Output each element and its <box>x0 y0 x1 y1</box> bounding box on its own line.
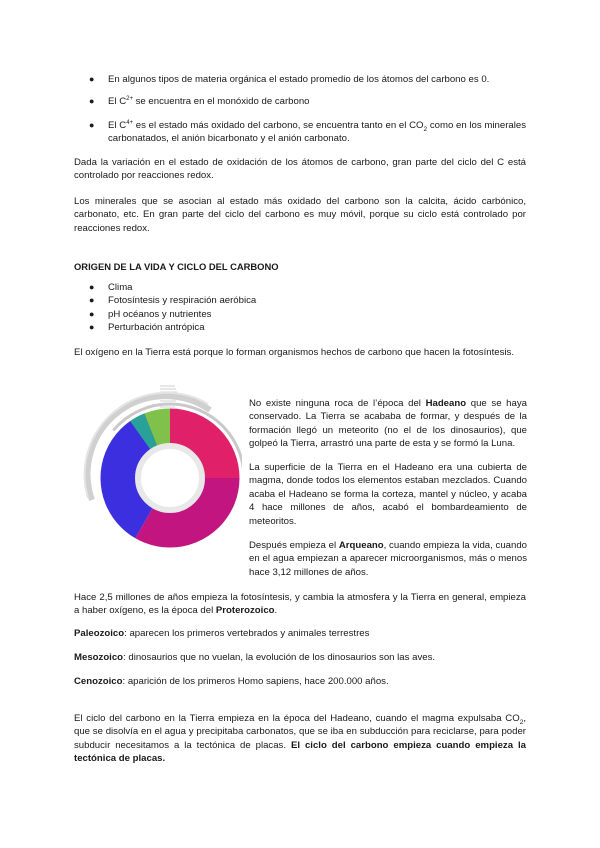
section-heading: ORIGEN DE LA VIDA Y CICLO DEL CARBONO <box>74 261 279 272</box>
geologic-time-figure <box>80 380 242 558</box>
bullet-item: ● Fotosíntesis y respiración aeróbica <box>89 295 257 307</box>
bullet-icon: ● <box>89 282 95 292</box>
bullet-item: ● El $C^{4+}$ es el estado más oxidado del carbono, se encuentra tanto en el $CO_2$ como en los minerales carbonatados, el anión bicarbonato y el anión carbonato. <box>89 119 527 145</box>
bullet-icon: ● <box>89 295 95 306</box>
geologic-time-spiral-icon <box>80 380 242 558</box>
paragraph-archean: Después empieza el Arqueano, cuando empieza la vida, cuando en el agua empiezan a aparecer microorganismos, más o menos hace 3,12 millones de años. <box>249 540 528 578</box>
bullet-icon: ● <box>89 322 95 333</box>
paragraph-magma: La superficie de la Tierra en el Hadeano era una cubierta de magma, donde todos los elementos estaban mezclados. Cuando acaba el Hadeano se forma la corteza, mantel y núcleo, y acaba 4 hace millones de años, acabó el bombardeamiento de meteoritos. <box>249 462 527 527</box>
paragraph-redox: Dada la variación en el estado de oxidación de los átomos de carbono, gran parte del ciclo del C está controlado por reacciones redox. <box>74 157 526 182</box>
bullet-item: ● Clima <box>89 282 133 293</box>
paragraph-carbon-cycle: El ciclo del carbono en la Tierra empieza en la época del Hadeano, cuando el magma expulsaba $CO_2$, que se disolvía en el agua y precipitaba carbonatos, que se iba en subducción para reciclarse, para poder subducir necesitamos a la tectónica de placas. El ciclo del carbono empieza cuando empieza la tectónica de placas. <box>74 713 526 765</box>
paragraph-cenozoic: Cenozoico: aparición de los primeros Homo sapiens, hace 200.000 años. <box>74 676 389 687</box>
bullet-icon: ● <box>89 74 95 84</box>
paragraph-mesozoic: Mesozoico: dinosaurios que no vuelan, la evolución de los dinosaurios son las aves. <box>74 652 436 663</box>
paragraph-paleozoic: Paleozoico: aparecen los primeros vertebrados y animales terrestres <box>74 628 370 639</box>
oxidation-bullets <box>89 73 527 146</box>
origin-bullets <box>89 281 408 335</box>
paragraph-minerals: Los minerales que se asocian al estado más oxidado del carbono son la calcita, ácido carbónico, carbonato, etc. En gran parte del ciclo del carbono es muy móvil, porque su ciclo está controlado por reacciones redox. <box>74 196 526 234</box>
bullet-item: ● El $C^{2+}$ se encuentra en el monóxido de carbono <box>89 96 310 108</box>
bullet-icon: ● <box>89 96 95 107</box>
paragraph-oxygen: El oxígeno en la Tierra está porque lo forman organismos hechos de carbono que hacen la fotosíntesis. <box>74 347 514 358</box>
bullet-item: ● pH océanos y nutrientes <box>89 308 212 320</box>
paragraph-proterozoic: Hace 2,5 millones de años empieza la fotosíntesis, y cambia la atmosfera y la Tierra en general, empieza a haber oxígeno, es la época del Proterozoico. <box>74 592 526 617</box>
bullet-item: ● En algunos tipos de materia orgánica el estado promedio de los átomos del carbono es 0. <box>89 74 490 85</box>
bullet-icon: ● <box>89 308 95 319</box>
bullet-icon: ● <box>89 119 95 130</box>
paragraph-hadean: No existe ninguna roca de l’época del Hadeano que se haya conservado. La Tierra se acababa de formar, y después de la formación llegó un meteorito (no el de los dinosaurios), que golpeó la Tierra, arrastró una parte de esta y se formó la Luna. <box>249 398 527 450</box>
bullet-item: ● Perturbación antrópica <box>89 322 205 334</box>
